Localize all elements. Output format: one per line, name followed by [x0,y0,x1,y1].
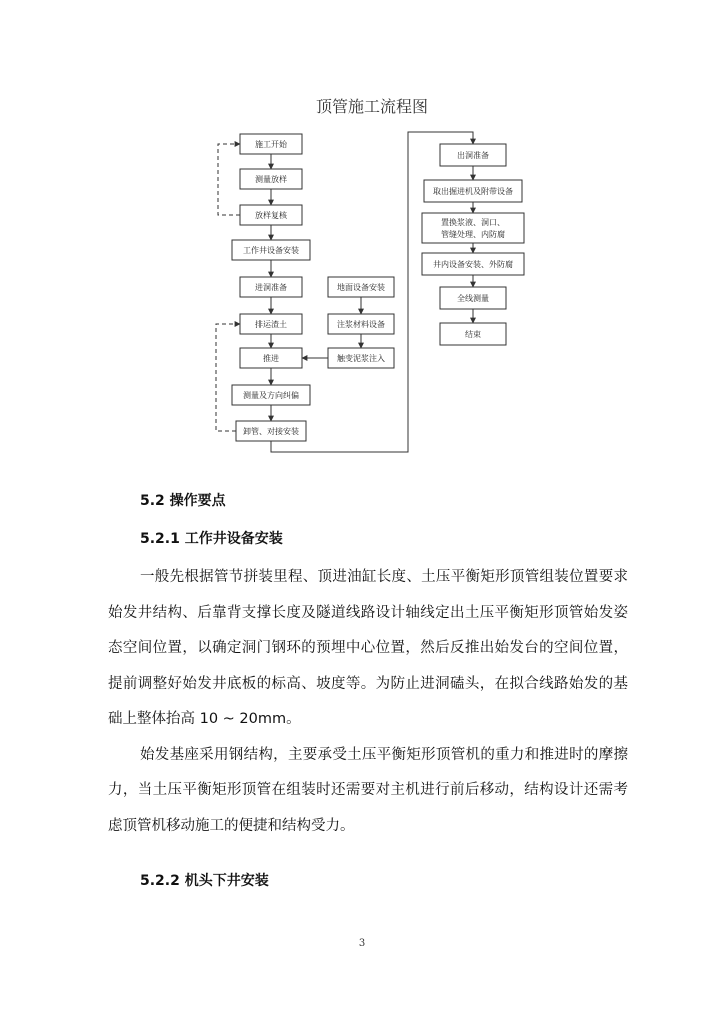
flow-step-entry-prep [240,277,302,297]
flow-step-survey-check [240,205,302,225]
flow-loop-jacking [216,324,240,431]
svg-text:置换浆液、洞口、: 置换浆液、洞口、 [441,218,505,227]
page-number: 3 [358,938,366,949]
heading-5-2-1: 5.2.1 工作井设备安装 [140,531,283,547]
body-text [108,560,628,844]
svg-text:全线测量: 全线测量 [457,294,489,303]
flow-step-slurry-injection [328,348,394,368]
svg-text:地面设备安装: 地面设备安装 [337,283,385,292]
flow-step-shaft-equipment [232,240,310,260]
svg-text:排运渣土: 排运渣土 [255,320,287,329]
flow-step-direction-correction [232,385,310,405]
svg-text:管缝处理、内防腐: 管缝处理、内防腐 [441,230,505,239]
heading-5-2: 5.2 操作要点 [140,493,226,509]
svg-text:出洞准备: 出洞准备 [457,151,489,160]
flow-step-end [440,323,506,345]
flow-step-muck-removal [240,314,302,334]
svg-text:卸管、对接安装: 卸管、对接安装 [243,427,299,436]
svg-text:测量放样: 测量放样 [255,175,287,184]
svg-text:推进: 推进 [263,354,279,363]
flow-step-survey [240,169,302,189]
paragraph-1: 一般先根据管节拼装里程、顶进油缸长度、土压平衡矩形顶管组装位置要求始发井结构、后靠背支撑长度及隧道线路设计轴线定出土压平衡矩形顶管始发姿态空间位置，以确定洞门钢环的预埋中心位置，然后反推出始发台的空间位置，提前调整好始发井底板的标高、坡度等。为防止进洞磕头，在拟合线路始发的基础上整体抬高 10 ~ 20mm。 [108,569,628,727]
svg-text:井内设备安装、外防腐: 井内设备安装、外防腐 [433,260,513,269]
svg-text:施工开始: 施工开始 [255,140,287,149]
flow-step-ground-equipment [328,277,394,297]
svg-text:结束: 结束 [465,330,481,339]
svg-text:工作井设备安装: 工作井设备安装 [243,246,299,255]
flowchart-title: 顶管施工流程图 [315,97,429,116]
flow-step-shaft-equipment-install [422,253,524,275]
flow-step-full-survey [440,287,506,309]
svg-text:放样复核: 放样复核 [255,211,287,220]
svg-text:取出掘进机及附带设备: 取出掘进机及附带设备 [433,187,513,196]
flow-step-grout-equipment [328,314,394,334]
svg-text:测量及方向纠偏: 测量及方向纠偏 [243,391,299,400]
flow-step-jacking [240,348,302,368]
construction-flowchart [0,0,724,470]
svg-text:注浆材料设备: 注浆材料设备 [337,320,385,329]
svg-text:进洞准备: 进洞准备 [255,283,287,292]
svg-text:触变泥浆注入: 触变泥浆注入 [337,354,385,363]
paragraph-2: 始发基座采用钢结构，主要承受土压平衡矩形顶管机的重力和推进时的摩擦力，当土压平衡矩形顶管在组装时还需要对主机进行前后移动，结构设计还需考虑顶管机移动施工的便捷和结构受力。 [108,746,628,834]
flow-loop-survey [218,144,240,215]
flow-step-grout-replacement [422,213,524,243]
flow-step-start [240,134,302,154]
heading-5-2-2: 5.2.2 机头下井安装 [140,873,269,889]
flow-step-exit-prep [440,144,506,166]
flow-step-remove-machine [424,180,522,202]
flow-step-pipe-install [236,421,306,441]
